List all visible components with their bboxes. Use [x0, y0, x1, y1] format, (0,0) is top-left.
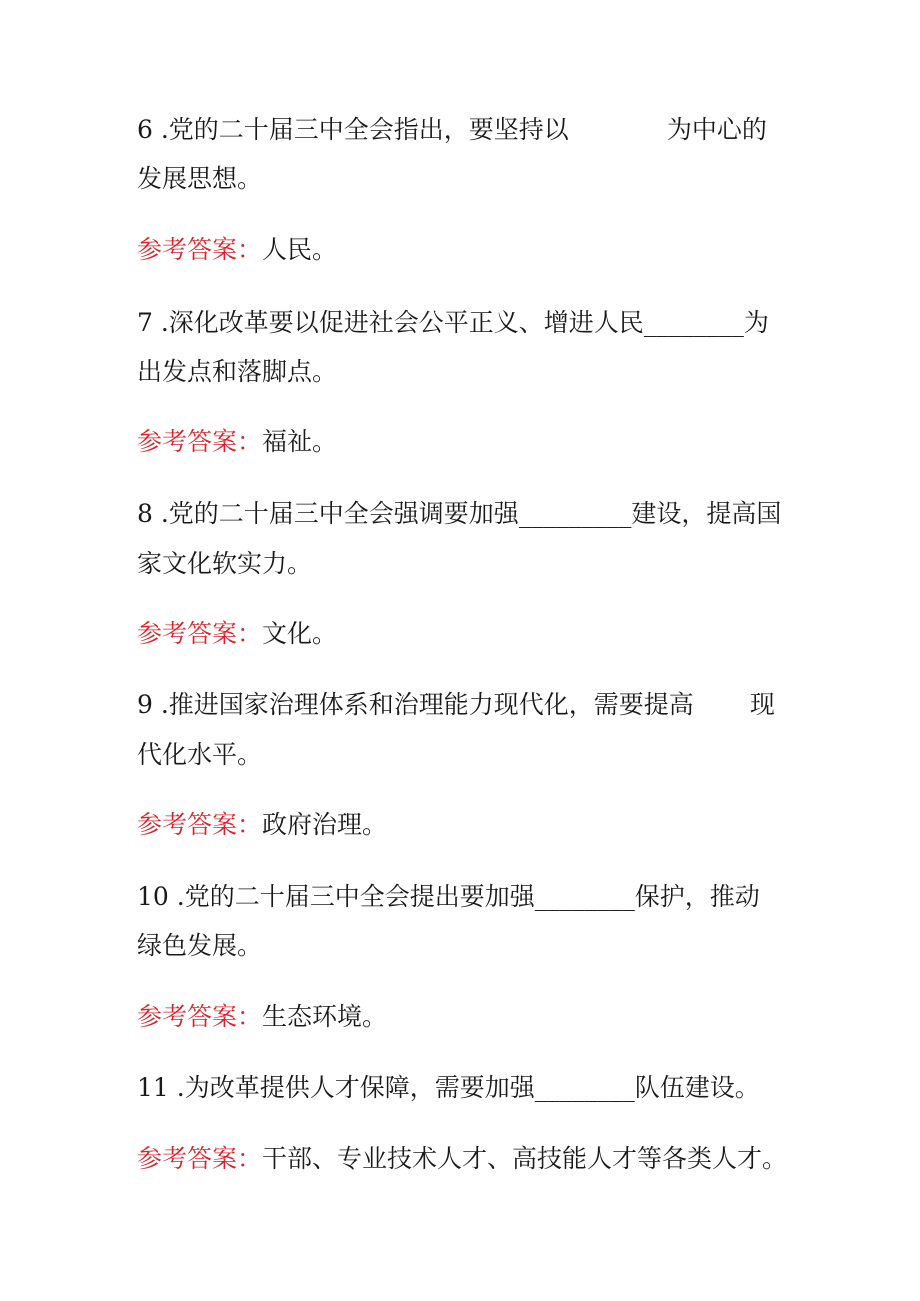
question-11-text-after: 队伍建设。	[634, 1073, 760, 1102]
answer-7	[137, 425, 797, 459]
question-10-line-2: 绿色发展。	[137, 931, 263, 960]
answer-11-text: 干部、专业技术人才、高技能人才等各类人才。	[262, 1144, 788, 1173]
question-6-line-2: 发展思想。	[137, 164, 263, 193]
answer-6	[137, 233, 797, 267]
question-6-text-after: 为中心的	[666, 115, 767, 144]
answer-9-label: 参考答案：	[137, 810, 263, 839]
question-7-text-after: 为	[743, 308, 769, 337]
question-8-text-after: 建设，提高国	[631, 499, 782, 528]
answer-11	[137, 1142, 797, 1176]
question-9-text-after: 现	[749, 690, 775, 719]
question-10-text: 10 .党的二十届三中全会提出要加强	[137, 882, 535, 911]
answer-6-text: 人民。	[262, 235, 338, 264]
answer-9-text: 政府治理。	[262, 810, 388, 839]
question-6-line-1	[137, 113, 797, 147]
answer-10-text: 生态环境。	[262, 1002, 388, 1031]
answer-7-label: 参考答案：	[137, 427, 263, 456]
question-8-text: 8 .党的二十届三中全会强调要加强	[137, 499, 519, 528]
question-8-line-1	[137, 497, 797, 531]
question-7-blank: ________	[643, 308, 744, 337]
question-10-line-1	[137, 880, 797, 914]
question-9-line-1	[137, 688, 797, 722]
answer-6-label: 参考答案：	[137, 235, 263, 264]
question-11-text: 11 .为改革提供人才保障，需要加强	[137, 1073, 535, 1102]
answer-8-label: 参考答案：	[137, 619, 263, 648]
question-7-line-2: 出发点和落脚点。	[137, 357, 338, 386]
question-9-text: 9 .推进国家治理体系和治理能力现代化，需要提高	[137, 690, 694, 719]
question-8-line-2: 家文化软实力。	[137, 549, 313, 578]
answer-8	[137, 617, 797, 651]
question-11-blank: ________	[534, 1073, 635, 1102]
question-9-line-2: 代化水平。	[137, 740, 263, 769]
question-11-line-1	[137, 1071, 797, 1105]
answer-9	[137, 808, 797, 842]
answer-10	[137, 1000, 797, 1034]
question-7-text: 7 .深化改革要以促进社会公平正义、增进人民	[137, 308, 644, 337]
question-6-text: 6 .党的二十届三中全会指出，要坚持以	[137, 115, 569, 144]
question-8-blank: _________	[518, 499, 632, 528]
question-10-text-after: 保护，推动	[634, 882, 760, 911]
answer-10-label: 参考答案：	[137, 1002, 263, 1031]
question-7-line-1	[137, 306, 797, 340]
answer-8-text: 文化。	[262, 619, 338, 648]
question-10-blank: ________	[534, 882, 635, 911]
answer-7-text: 福祉。	[262, 427, 338, 456]
answer-11-label: 参考答案：	[137, 1144, 263, 1173]
